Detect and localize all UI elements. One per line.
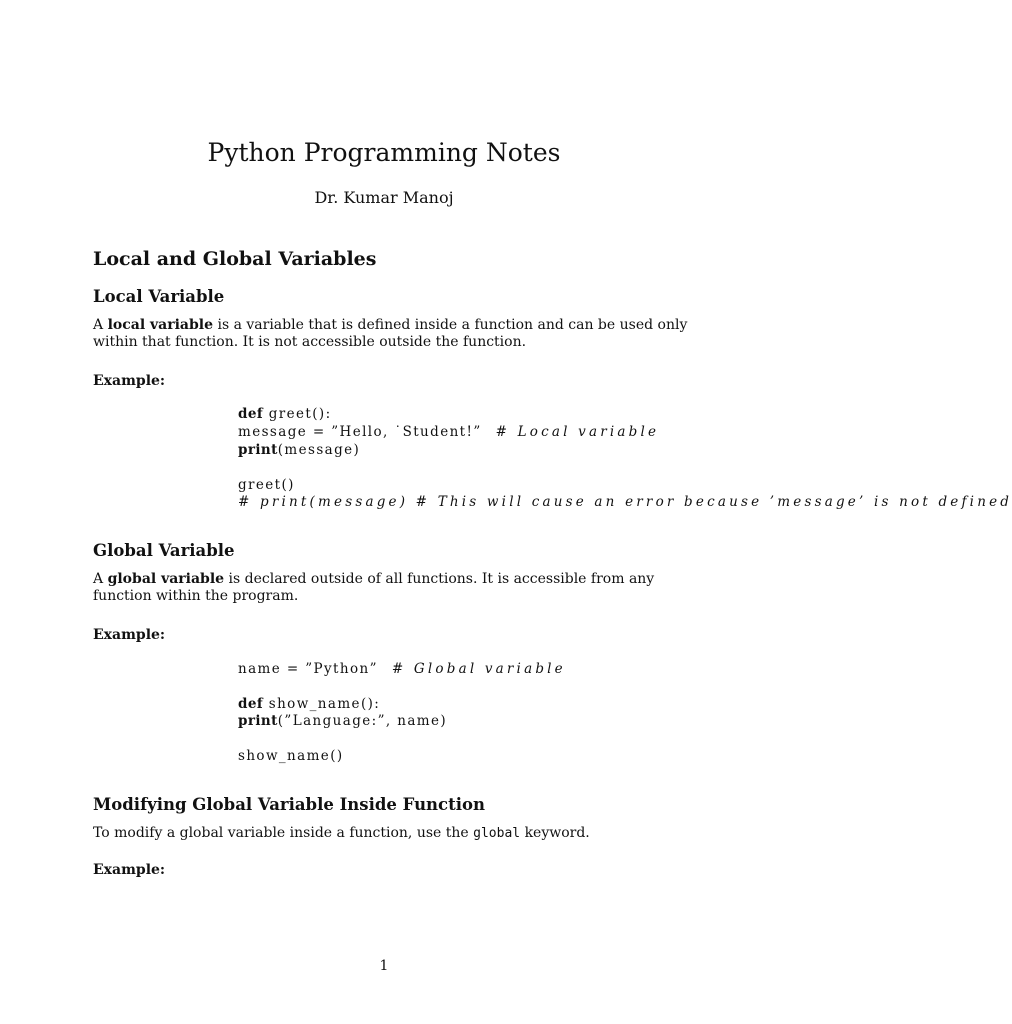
code-line xyxy=(238,696,380,712)
subsection-heading-modifying-global: Modifying Global Variable Inside Function xyxy=(93,795,485,814)
paragraph-text: keyword. xyxy=(524,825,590,841)
local-variable-paragraph xyxy=(93,317,693,351)
example-label: Example: xyxy=(93,627,166,643)
code-comment: # Local variable xyxy=(495,424,660,440)
code-line xyxy=(238,713,447,729)
code-line xyxy=(238,661,566,677)
code-keyword: def xyxy=(238,696,264,712)
subsection-heading-global-variable: Global Variable xyxy=(93,541,235,560)
code-keyword: def xyxy=(238,406,264,422)
inline-code-keyword: global xyxy=(473,826,521,841)
global-variable-paragraph xyxy=(93,571,693,605)
example-label: Example: xyxy=(93,862,166,878)
subsection-heading-local-variable: Local Variable xyxy=(93,287,225,306)
local-variable-term: local variable xyxy=(107,317,214,333)
paragraph-text: A xyxy=(93,317,104,333)
code-text: name = ”Python” xyxy=(238,661,378,677)
code-comment: # Global variable xyxy=(391,661,566,677)
code-line xyxy=(238,424,659,440)
code-keyword: print xyxy=(238,442,278,458)
code-line xyxy=(238,748,344,764)
code-text: show_name() xyxy=(238,748,344,764)
code-text: show_name(): xyxy=(268,696,381,712)
paragraph-text: is declared outside of all functions. It is accessible from any function within the program. xyxy=(93,571,655,604)
page-number: 1 xyxy=(379,958,389,974)
code-text: message = ”Hello, ˙Student!” xyxy=(238,424,482,440)
paragraph-text: A xyxy=(93,571,104,587)
document-author: Dr. Kumar Manoj xyxy=(314,188,454,207)
code-text: greet() xyxy=(238,477,295,493)
code-text: (message) xyxy=(277,442,361,458)
paragraph-text: To modify a global variable inside a function, use the xyxy=(93,825,469,841)
global-variable-term: global variable xyxy=(107,571,225,587)
modify-global-paragraph xyxy=(93,825,693,842)
code-line xyxy=(238,477,295,493)
document-title: Python Programming Notes xyxy=(207,138,561,167)
paragraph-text: is a variable that is defined inside a function and can be used only within that function. It is not accessible outside the function. xyxy=(93,317,688,350)
code-line xyxy=(238,442,360,458)
code-line xyxy=(238,406,332,422)
code-text: (”Language:”, name) xyxy=(277,713,448,729)
code-comment: # print(message) # This will cause an error because ’message’ is not defined xyxy=(238,494,1012,510)
code-text: greet(): xyxy=(268,406,332,422)
code-keyword: print xyxy=(238,713,278,729)
code-line xyxy=(238,494,1012,510)
example-label: Example: xyxy=(93,373,166,389)
section-heading-local-global: Local and Global Variables xyxy=(93,248,377,270)
